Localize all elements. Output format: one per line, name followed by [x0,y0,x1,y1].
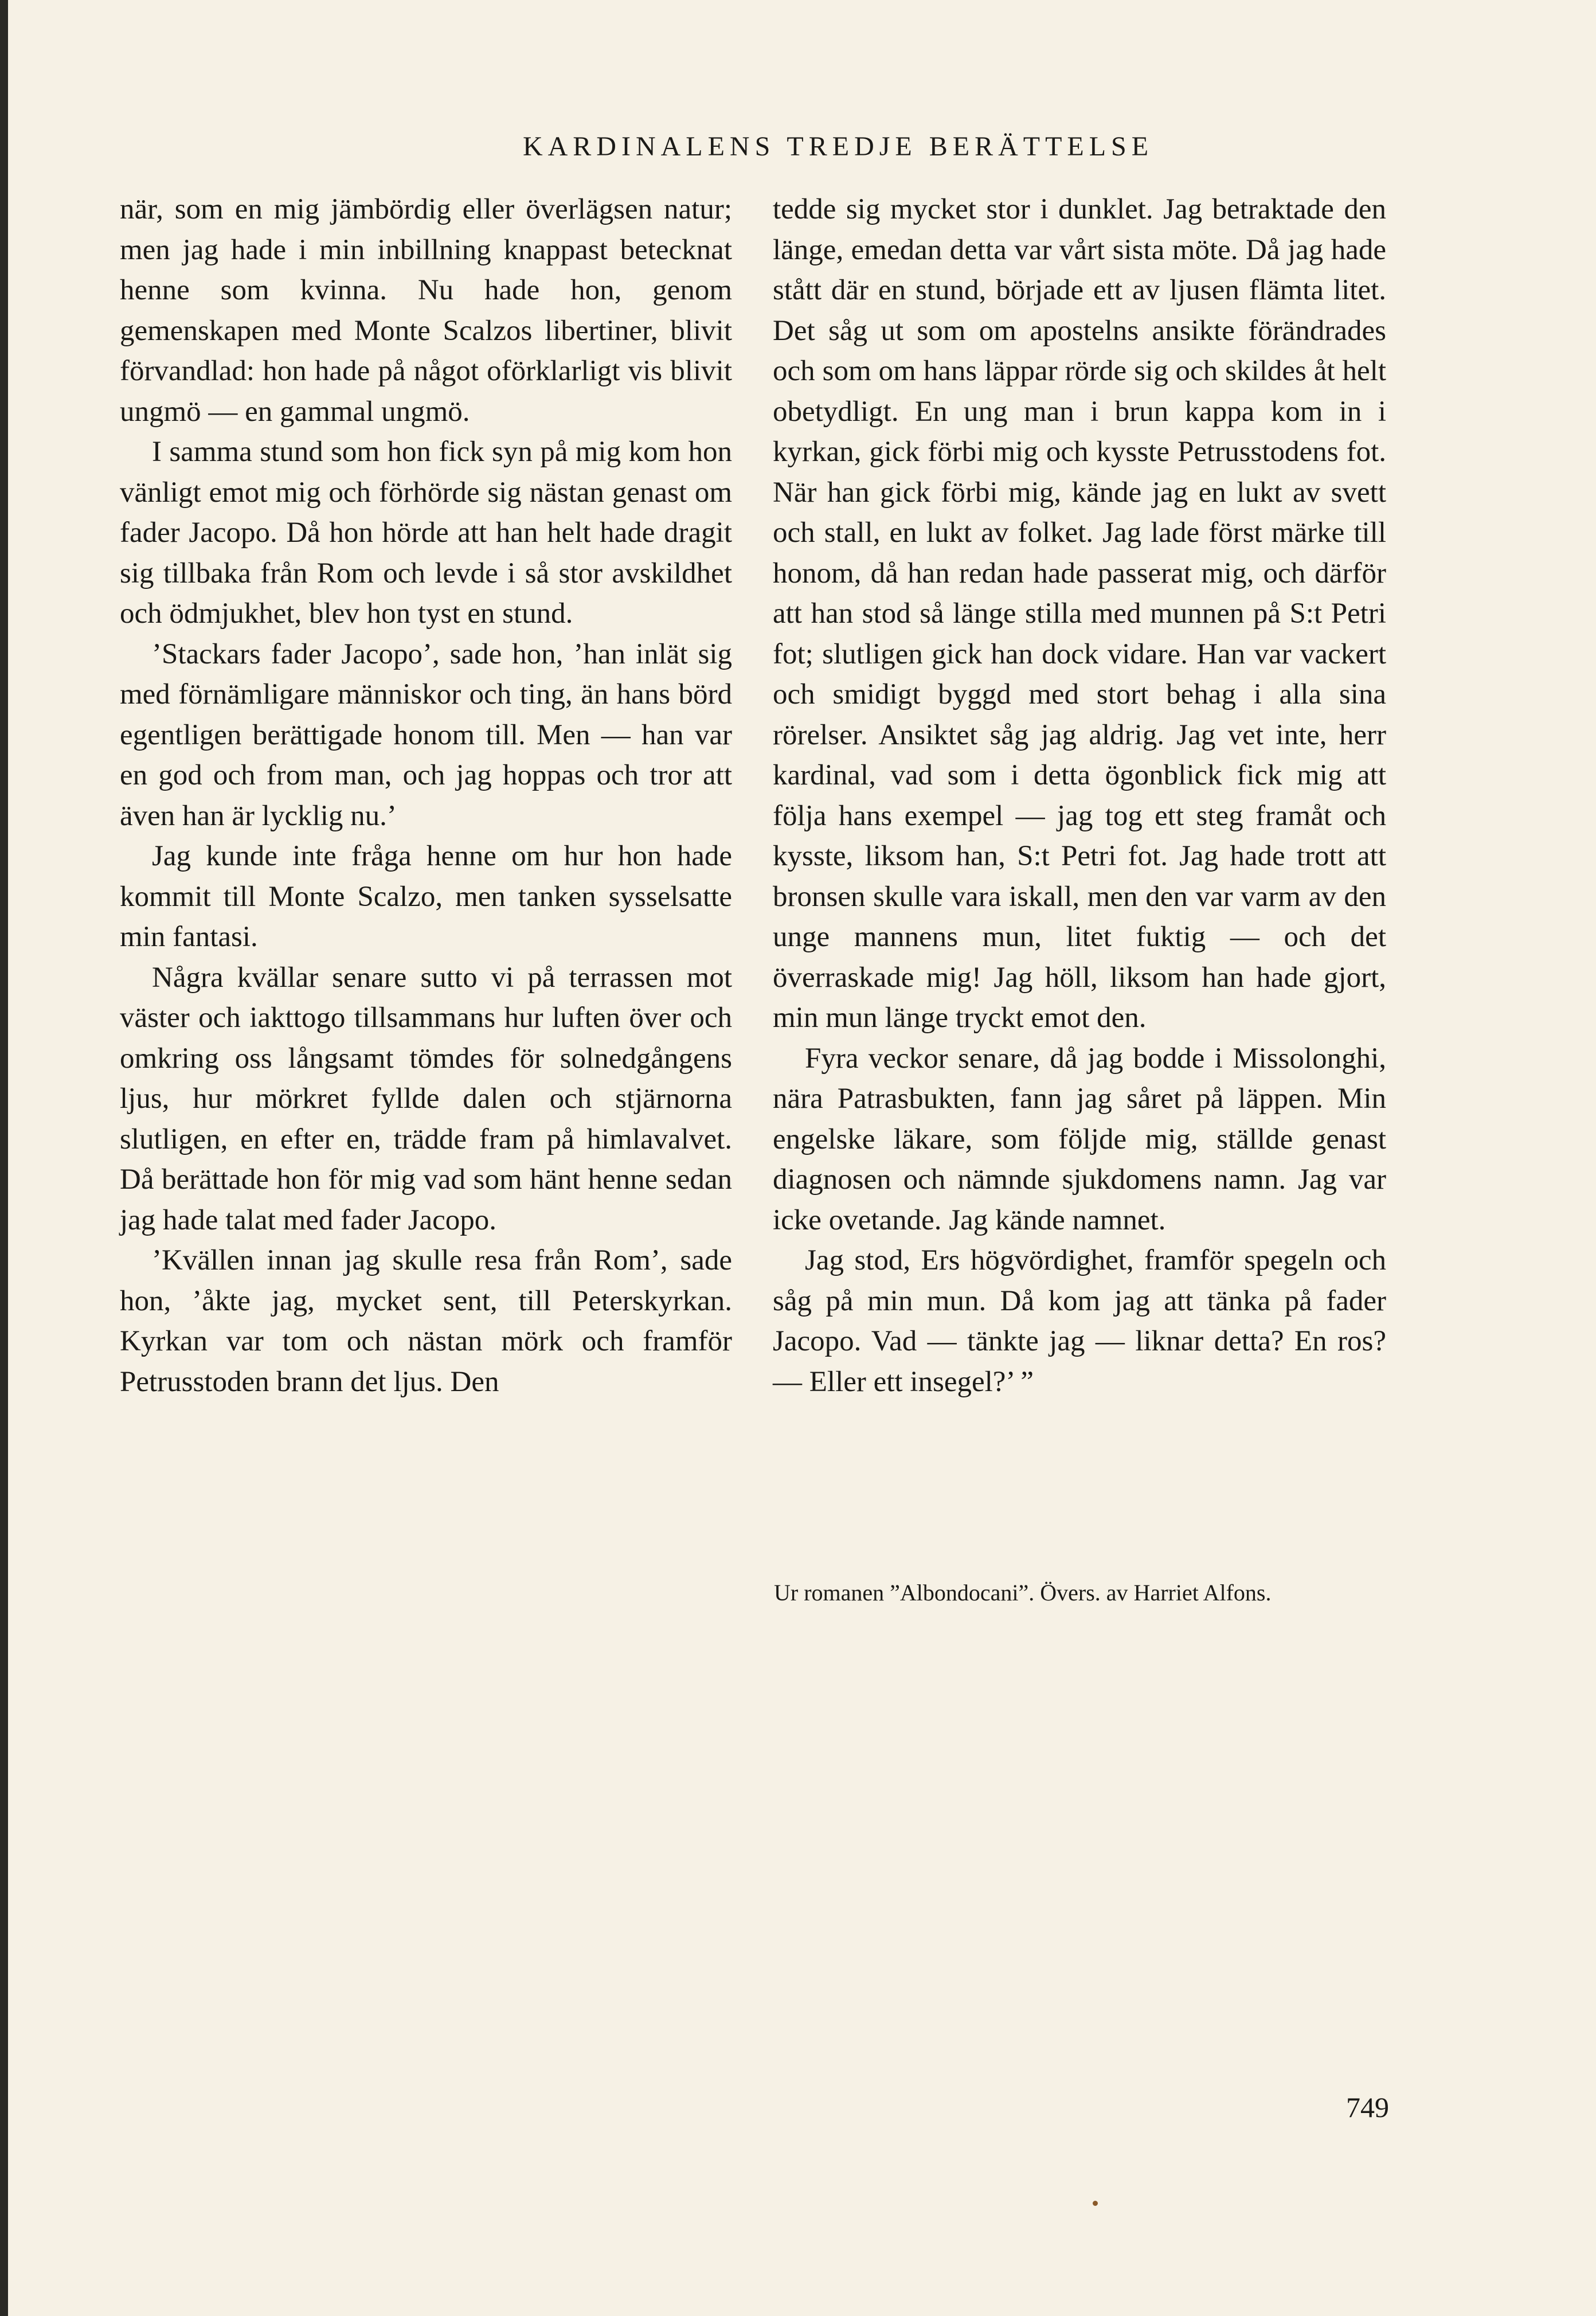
ink-dot [1093,2201,1098,2206]
left-column [120,189,732,1402]
paragraph: Fyra veckor senare, då jag bodde i Missolonghi, nära Patrasbukten, fann jag såret på läppen. Min engelske läkare, som följde mig, ställde genast diagnosen och nämnde sjukdomens namn. Jag var icke ovetande. Jag kände namnet. [773,1042,1386,1236]
paragraph: ’Stackars fader Jacopo’, sade hon, ’han inlät sig med förnämligare människor och ting, än hans börd egentligen berättigade honom till. Men — han var en god och from man, och jag hoppas och tror att även han är lycklig nu.’ [120,638,732,832]
paragraph: Jag kunde inte fråga henne om hur hon hade kommit till Monte Scalzo, men tanken sysselsatte min fantasi. [120,840,732,953]
paragraph: Jag stod, Ers högvördighet, framför spegeln och såg på min mun. Då kom jag att tänka på fader Jacopo. Vad — tänkte jag — liknar detta? En ros? — Eller ett insegel?’ ” [773,1244,1386,1398]
running-head: KARDINALENS TREDJE BERÄTTELSE [522,131,1154,162]
paragraph: när, som en mig jämbördig eller överlägsen natur; men jag hade i min inbillning knappast betecknat henne som kvinna. Nu hade hon, genom gemenskapen med Monte Scalzos libertiner, blivit förvandlad: hon hade på något oförklarligt vis blivit ungmö — en gammal ungmö. [120,193,732,428]
right-column [773,189,1386,1402]
source-note: Ur romanen ”Albondocani”. Övers. av Harriet Alfons. [774,1580,1272,1606]
paragraph: tedde sig mycket stor i dunklet. Jag betraktade den länge, emedan detta var vårt sista möte. Då jag hade stått där en stund, började ett av ljusen flämta litet. Det såg ut som om apostelns ansikte förändrades och som om hans läppar rörde sig och skildes åt helt obetydligt. En ung man i brun kappa kom in i kyrkan, gick förbi mig och kysste Petrusstodens fot. När han gick förbi mig, kände jag en lukt av svett och stall, en lukt av folket. Jag lade först märke till honom, då han redan hade passerat mig, och därför att han stod så länge stilla med munnen på S:t Petri fot; slutligen gick han dock vidare. Han var vackert och smidigt byggd med stort behag i alla sina rörelser. Ansiktet såg jag aldrig. Jag vet inte, herr kardinal, vad som i detta ögonblick fick mig att följa hans exempel — jag tog ett steg framåt och kysste, liksom han, S:t Petri fot. Jag hade trott att bronsen skulle vara iskall, men den var varm av den unge mannens mun, litet fuktig — och det överraskade mig! Jag höll, liksom han hade gjort, min mun länge tryckt emot den. [773,193,1386,1034]
paragraph: Några kvällar senare sutto vi på terrassen mot väster och iakttogo tillsammans hur luften över och omkring oss långsamt tömdes för solnedgångens ljus, hur mörkret fyllde dalen och stjärnorna slutligen, en efter en, trädde fram på himlavalvet. Då berättade hon för mig vad som hänt henne sedan jag hade talat med fader Jacopo. [120,961,732,1236]
paragraph: ’Kvällen innan jag skulle resa från Rom’, sade hon, ’åkte jag, mycket sent, till Peterskyrkan. Kyrkan var tom och nästan mörk och framför Petrusstoden brann det ljus. Den [120,1244,732,1398]
paragraph: I samma stund som hon fick syn på mig kom hon vänligt emot mig och förhörde sig nästan genast om fader Jacopo. Då hon hörde att han helt hade dragit sig tillbaka från Rom och levde i så stor avskildhet och ödmjukhet, blev hon tyst en stund. [120,436,732,630]
page-number: 749 [1346,2091,1389,2123]
